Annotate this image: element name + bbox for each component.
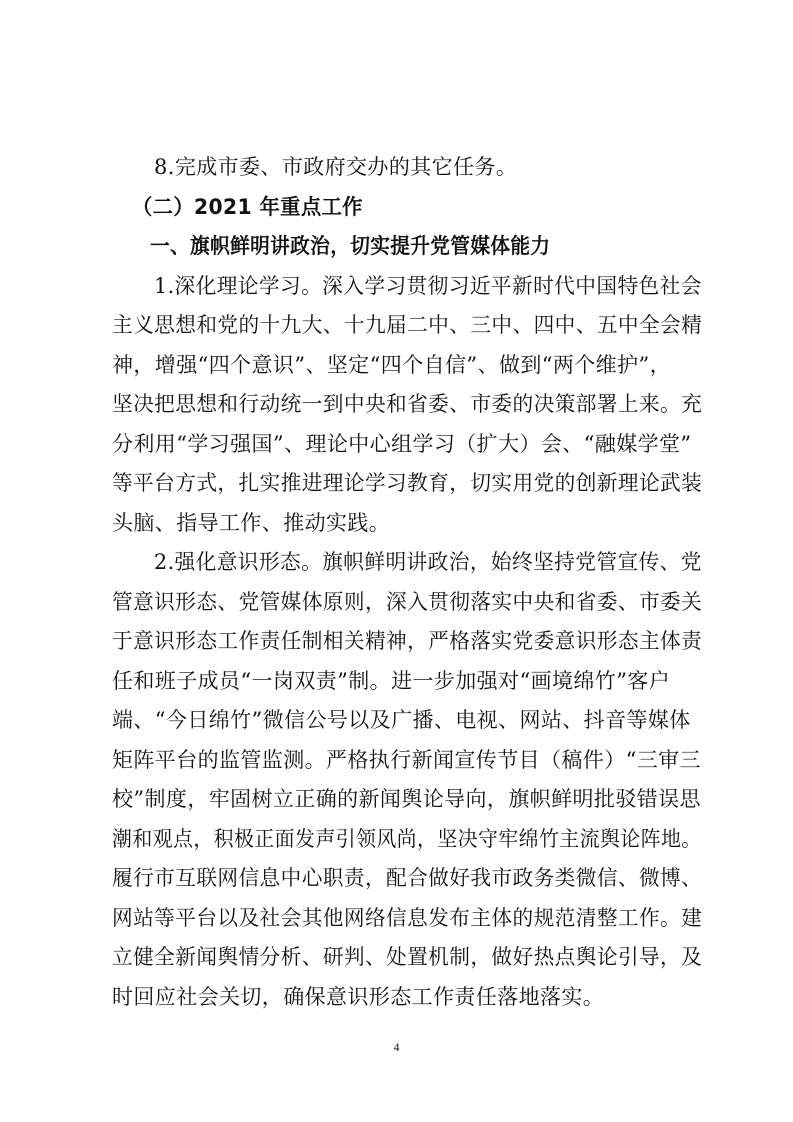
para2-line: 时回应社会关切，确保意识形态工作责任落地落实。 (112, 985, 605, 1009)
para1-line: 主义思想和党的十九大、十九届二中、三中、四中、五中全会精 (112, 313, 703, 337)
para1-line: 坚决把思想和行动统一到中央和省委、市委的决策部署上来。充 (112, 392, 703, 416)
para1-line: 等平台方式，扎实推进理论学习教育，切实用党的创新理论武装 (112, 471, 703, 495)
para2-line: 网站等平台以及社会其他网络信息发布主体的规范清整工作。建 (112, 906, 703, 930)
para2-line: 端、“今日绵竹”微信公号以及广播、电视、网站、抖音等媒体 (112, 708, 691, 732)
para2-line: 潮和观点，积极正面发声引领风尚，坚决守牢绵竹主流舆论阵地。 (112, 827, 702, 851)
heading-1: 一、旗帜鲜明讲政治，切实提升党管媒体能力 (150, 234, 551, 258)
para1-line: 1.深化理论学习。深入学习贯彻习近平新时代中国特色社会 (154, 274, 702, 298)
para2-line: 矩阵平台的监管监测。严格执行新闻宣传节目（稿件）“三审三 (112, 748, 701, 772)
para1-line: 分利用“学习强国”、理论中心组学习（扩大）会、“融媒学堂” (112, 432, 692, 456)
para1-line: 头脑、指导工作、推动实践。 (112, 511, 391, 535)
para2-line: 任和班子成员“一岗双责”制。进一步加强对“画境绵竹”客户 (112, 669, 671, 693)
para2-line: 履行市互联网信息中心职责，配合做好我市政务类微信、微博、 (112, 866, 703, 890)
para2-line: 立健全新闻舆情分析、研判、处置机制，做好热点舆论引导，及 (112, 945, 703, 969)
para2-line: 于意识形态工作责任制相关精神，严格落实党委意识形态主体责 (112, 629, 703, 653)
para2-line: 2.强化意识形态。旗帜鲜明讲政治，始终坚持党管宣传、党 (154, 550, 702, 574)
para2-line: 管意识形态、党管媒体原则，深入贯彻落实中央和省委、市委关 (112, 590, 703, 614)
page-number: 4 (393, 1040, 400, 1054)
section-title: （二）2021 年重点工作 (132, 195, 363, 219)
para1-line: 神，增强“四个意识”、坚定“四个自信”、做到“两个维护”， (112, 353, 672, 377)
item-8: 8.完成市委、市政府交办的其它任务。 (154, 155, 518, 179)
para2-line: 校”制度，牢固树立正确的新闻舆论导向，旗帜鲜明批驳错误思 (112, 787, 701, 811)
